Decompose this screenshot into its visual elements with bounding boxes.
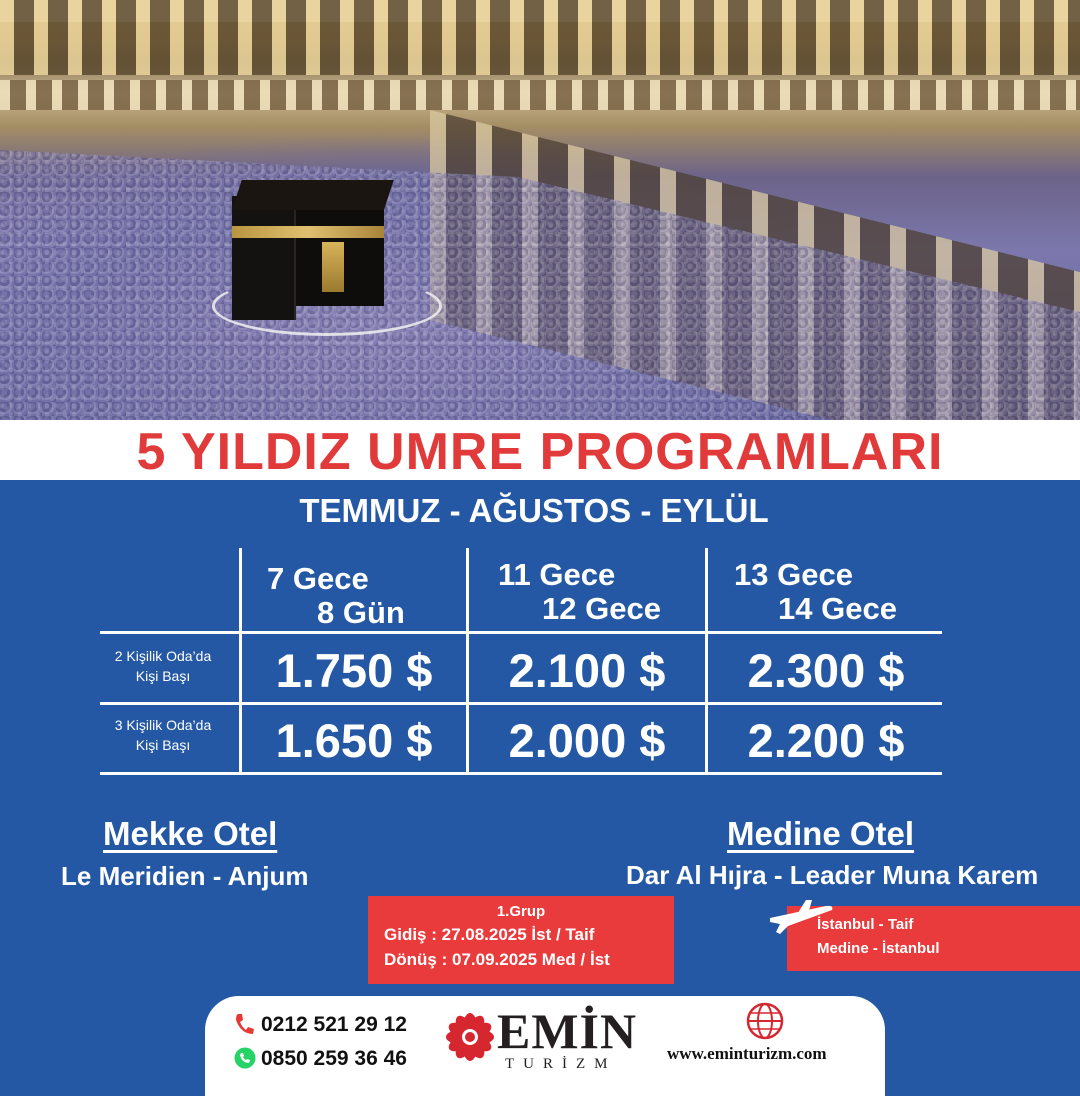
whatsapp-icon bbox=[233, 1046, 257, 1070]
brand-name: EMİN bbox=[497, 1003, 638, 1059]
whatsapp-number[interactable]: 0850 259 36 46 bbox=[261, 1047, 407, 1070]
phone-number[interactable]: 0212 521 29 12 bbox=[261, 1013, 407, 1036]
brand-sub: TURİZM bbox=[505, 1056, 617, 1072]
column-header: 11 Gece 12 Gece bbox=[498, 557, 661, 626]
column-header: 13 Gece 14 Gece bbox=[734, 557, 897, 626]
airplane-icon bbox=[766, 896, 836, 936]
route-line-1: İstanbul - Taif bbox=[817, 916, 914, 933]
medine-hotel-name: Dar Al Hıjra - Leader Muna Karem bbox=[626, 860, 1039, 890]
table-divider bbox=[100, 772, 942, 775]
group-departure: Gidiş : 27.08.2025 İst / Taif bbox=[384, 925, 595, 944]
contact-footer bbox=[205, 996, 885, 1096]
price-cell: 1.650 $ bbox=[275, 714, 433, 767]
globe-icon[interactable] bbox=[746, 1002, 784, 1040]
price-cell: 2.300 $ bbox=[747, 644, 905, 697]
table-divider bbox=[100, 631, 942, 634]
group-return: Dönüş : 07.09.2025 Med / İst bbox=[384, 950, 610, 969]
price-cell: 2.200 $ bbox=[747, 714, 905, 767]
title-band bbox=[0, 420, 1080, 480]
page-subtitle: TEMMUZ - AĞUSTOS - EYLÜL bbox=[299, 492, 769, 529]
medine-hotel-title: Medine Otel bbox=[727, 815, 915, 852]
price-cell: 2.100 $ bbox=[508, 644, 666, 697]
page-title: 5 YILDIZ UMRE PROGRAMLARI bbox=[136, 423, 944, 481]
route-line-2: Medine - İstanbul bbox=[817, 940, 940, 957]
website-link[interactable]: www.eminturizm.com bbox=[667, 1044, 827, 1063]
phone-icon bbox=[233, 1012, 255, 1036]
group-info-box bbox=[368, 896, 674, 984]
price-cell: 2.000 $ bbox=[508, 714, 666, 767]
hero-photo bbox=[0, 0, 1080, 420]
mekke-hotel-title: Mekke Otel bbox=[103, 815, 278, 852]
row-label: 3 Kişilik Oda’da Kişi Başı bbox=[114, 717, 212, 753]
table-divider bbox=[100, 702, 942, 705]
group-name: 1.Grup bbox=[496, 903, 546, 920]
price-cell: 1.750 $ bbox=[275, 644, 433, 697]
column-header: 7 Gece 8 Gün bbox=[267, 561, 405, 630]
row-label: 2 Kişilik Oda’da Kişi Başı bbox=[114, 648, 212, 684]
mekke-hotel-name: Le Meridien - Anjum bbox=[61, 861, 309, 891]
kaaba-illustration bbox=[232, 180, 384, 320]
logo-flower-icon bbox=[433, 1000, 507, 1074]
